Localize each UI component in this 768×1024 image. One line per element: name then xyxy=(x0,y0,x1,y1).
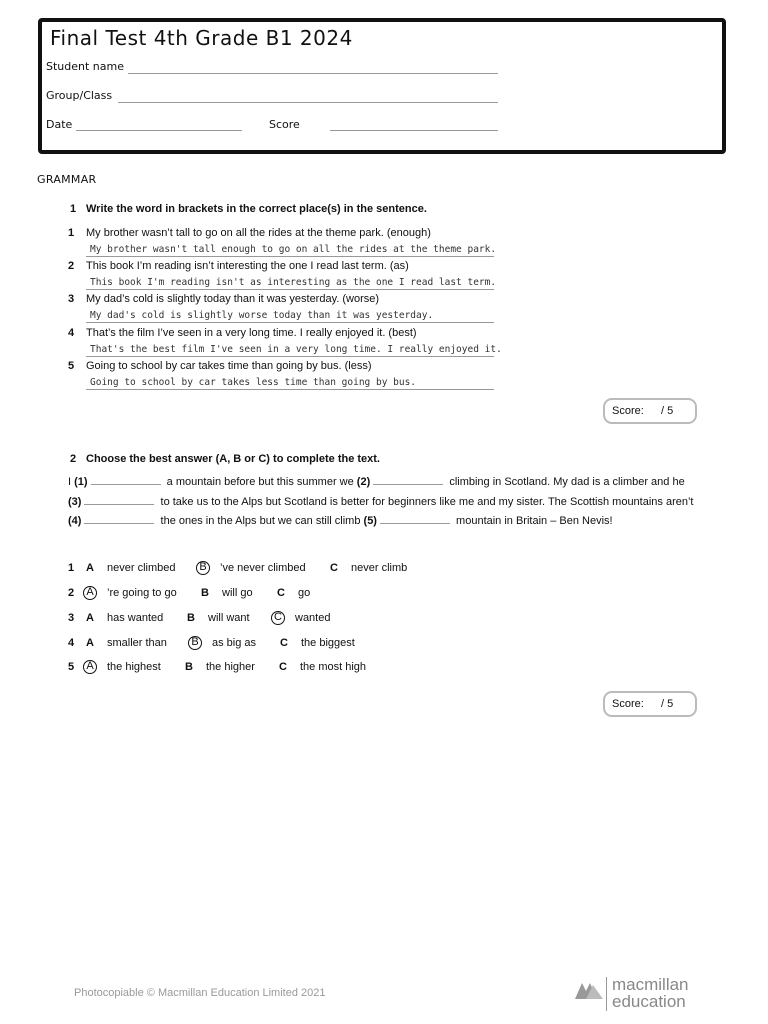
gap-blank[interactable] xyxy=(91,474,161,485)
exercise-1-score-box xyxy=(603,398,697,424)
item-number: 5 xyxy=(68,661,75,673)
option-letter-c[interactable]: C xyxy=(279,661,287,673)
option-letter-b[interactable]: B xyxy=(196,561,210,575)
copyright-text: Photocopiable © Macmillan Education Limited 2021 xyxy=(74,987,326,999)
exercise-2-instruction xyxy=(70,453,380,465)
page-title: Final Test 4th Grade B1 2024 xyxy=(50,26,353,50)
macmillan-logo xyxy=(574,975,724,1013)
text-segment: I xyxy=(68,476,72,488)
option-letter-c[interactable]: C xyxy=(277,587,285,599)
score-label: Score xyxy=(269,118,300,131)
item-number: 4 xyxy=(68,327,75,339)
option-text-a[interactable]: ’re going to go xyxy=(107,587,177,599)
option-text-b[interactable]: will want xyxy=(208,612,250,624)
option-text-b[interactable]: as big as xyxy=(212,637,257,649)
option-text-b[interactable]: the higher xyxy=(206,661,255,673)
option-letter-b[interactable]: B xyxy=(201,587,209,599)
item-text: My dad’s cold is slightly today than it was yesterday. (worse) xyxy=(86,293,380,305)
gap-blank[interactable] xyxy=(84,494,154,505)
exercise-number: 1 xyxy=(70,203,77,215)
item-number: 1 xyxy=(68,227,75,239)
item-number: 2 xyxy=(68,260,75,272)
score-total: / 5 xyxy=(661,698,674,710)
choice-row xyxy=(68,612,468,628)
text-segment: climbing in Scotland. My dad is a climber and he xyxy=(449,476,685,488)
option-letter-b[interactable]: B xyxy=(187,612,195,624)
text-segment: mountain in Britain – Ben Nevis! xyxy=(456,515,613,527)
choice-row xyxy=(68,562,468,578)
option-text-a[interactable]: has wanted xyxy=(107,612,164,624)
option-letter-c[interactable]: C xyxy=(280,637,288,649)
item-text: Going to school by car takes time than going by bus. (less) xyxy=(86,360,372,372)
option-letter-a[interactable]: A xyxy=(83,586,97,600)
gap-number: (2) xyxy=(356,476,371,488)
option-text-a[interactable]: never climbed xyxy=(107,562,176,574)
instruction-text: Choose the best answer (A, B or C) to complete the text. xyxy=(86,453,380,465)
option-letter-b[interactable]: B xyxy=(188,636,202,650)
exercise-number: 2 xyxy=(70,453,77,465)
gap-number: (4) xyxy=(68,515,82,527)
answer-line[interactable]: This book I'm reading isn't as interesting as the one I read last term. xyxy=(86,277,494,290)
logo-divider xyxy=(606,977,607,1011)
section-title: GRAMMAR xyxy=(37,173,97,186)
option-text-c[interactable]: never climb xyxy=(351,562,408,574)
student-name-label: Student name xyxy=(46,60,124,73)
option-letter-a[interactable]: A xyxy=(86,562,94,574)
item-number: 2 xyxy=(68,587,75,599)
choice-row xyxy=(68,661,468,677)
option-text-c[interactable]: wanted xyxy=(295,612,331,624)
option-text-a[interactable]: smaller than xyxy=(107,637,167,649)
option-letter-c[interactable]: C xyxy=(330,562,338,574)
exercise-2-score-box xyxy=(603,691,697,717)
option-text-a[interactable]: the highest xyxy=(107,661,161,673)
exercise-1-instruction xyxy=(70,203,427,215)
option-letter-b[interactable]: B xyxy=(185,661,193,673)
gap-number: (3) xyxy=(68,495,82,508)
item-text: My brother wasn’t tall to go on all the rides at the theme park. (enough) xyxy=(86,227,431,239)
option-text-c[interactable]: the most high xyxy=(300,661,367,673)
score-field[interactable] xyxy=(330,130,498,131)
item-number: 1 xyxy=(68,562,75,574)
gap-blank[interactable] xyxy=(84,513,154,524)
score-label: Score: xyxy=(612,698,644,710)
item-text: This book I’m reading isn’t interesting the one I read last term. (as) xyxy=(86,260,409,272)
gap-blank[interactable] xyxy=(380,513,450,524)
logo-word: macmillan xyxy=(612,975,689,994)
logo-word: education xyxy=(612,992,686,1011)
text-segment: to take us to the Alps but Scotland is better for beginners like me and my sister. The Scottish mountains aren’t xyxy=(160,495,694,508)
item-number: 5 xyxy=(68,360,75,372)
student-name-field[interactable] xyxy=(128,73,498,74)
instruction-text: Write the word in brackets in the correct place(s) in the sentence. xyxy=(86,203,427,215)
score-label: Score: xyxy=(612,405,644,417)
option-text-c[interactable]: go xyxy=(298,587,311,599)
answer-line[interactable]: My brother wasn't tall enough to go on all the rides at the theme park. xyxy=(86,244,494,257)
date-label: Date xyxy=(46,118,73,131)
option-text-b[interactable]: ’ve never climbed xyxy=(220,562,306,574)
item-number: 3 xyxy=(68,612,75,624)
group-class-field[interactable] xyxy=(118,102,498,103)
date-field[interactable] xyxy=(76,130,242,131)
answer-line[interactable]: Going to school by car takes less time than going by bus. xyxy=(86,377,494,390)
answer-line[interactable]: That's the best film I've seen in a very long time. I really enjoyed it. xyxy=(86,344,494,357)
option-letter-a[interactable]: A xyxy=(83,660,97,674)
item-text: That’s the film I’ve seen in a very long time. I really enjoyed it. (best) xyxy=(86,327,417,339)
item-number: 3 xyxy=(68,293,75,305)
item-number: 4 xyxy=(68,637,75,649)
score-total: / 5 xyxy=(661,405,674,417)
option-letter-a[interactable]: A xyxy=(86,612,94,624)
choice-row xyxy=(68,587,468,603)
choice-row xyxy=(68,637,468,653)
header-box xyxy=(38,18,726,154)
answer-line[interactable]: My dad's cold is slightly worse today than it was yesterday. xyxy=(86,310,494,323)
option-text-b[interactable]: will go xyxy=(222,587,253,599)
text-segment: a mountain before but this summer we xyxy=(166,476,354,488)
option-letter-c[interactable]: C xyxy=(271,611,285,625)
option-text-c[interactable]: the biggest xyxy=(301,637,355,649)
macmillan-logo-icon xyxy=(574,979,604,1001)
footer xyxy=(44,972,720,1018)
text-segment: the ones in the Alps but we can still climb xyxy=(160,515,361,527)
option-letter-a[interactable]: A xyxy=(86,637,94,649)
gap-blank[interactable] xyxy=(373,474,443,485)
gap-number: (5) xyxy=(363,515,377,527)
group-class-label: Group/Class xyxy=(46,89,113,102)
gap-fill-text xyxy=(68,473,698,532)
gap-number: (1) xyxy=(74,476,88,488)
